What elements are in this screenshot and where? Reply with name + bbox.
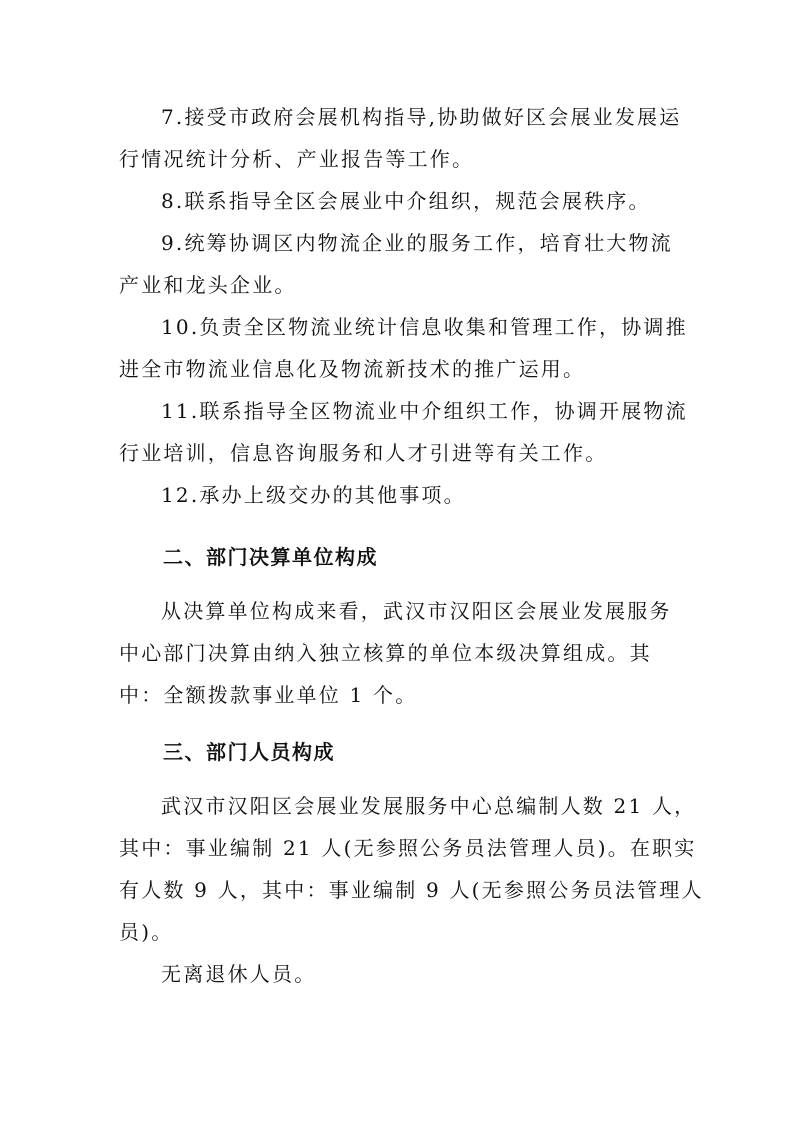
section-3-line: 员)。 [119,920,174,944]
function-item-7-cont: 行情况统计分析、产业报告等工作。 [119,147,475,171]
section-2-body [119,590,679,716]
section-3-line: 有人数 9 人，其中：事业编制 9 人(无参照公务员法管理人 [119,878,704,902]
function-item-7: 7.接受市政府会展机构指导,协助做好区会展业发展运 [161,105,682,129]
function-item-8: 8.联系指导全区会展业中介组织，规范会展秩序。 [161,189,651,213]
functions-list [119,96,688,516]
function-item-10-cont: 进全市物流业信息化及物流新技术的推广运用。 [119,357,586,381]
section-2-line: 中心部门决算由纳入独立核算的单位本级决算组成。其 [119,641,652,665]
function-item-12: 12.承办上级交办的其他事项。 [161,483,466,507]
function-item-11: 11.联系指导全区物流业中介组织工作，协调开展物流 [161,399,688,423]
section-2-heading: 二、部门决算单位构成 [163,545,378,569]
section-3-heading: 三、部门人员构成 [163,740,335,764]
section-3-line: 武汉市汉阳区会展业发展服务中心总编制人数 21 人， [161,794,697,818]
retired-staff-line: 无离退休人员。 [161,962,317,986]
function-item-10: 10.负责全区物流业统计信息收集和管理工作，协调推 [161,315,688,339]
section-3-body [119,785,704,995]
function-item-9: 9.统筹协调区内物流企业的服务工作，培育壮大物流 [161,231,673,255]
section-3-line: 其中：事业编制 21 人(无参照公务员法管理人员)。在职实 [119,836,697,860]
function-item-9-cont: 产业和龙头企业。 [119,273,297,297]
section-2-line: 中：全额拨款事业单位 1 个。 [119,683,418,707]
section-2-line: 从决算单位构成来看，武汉市汉阳区会展业发展服务 [161,599,672,623]
function-item-11-cont: 行业培训，信息咨询服务和人才引进等有关工作。 [119,441,608,465]
